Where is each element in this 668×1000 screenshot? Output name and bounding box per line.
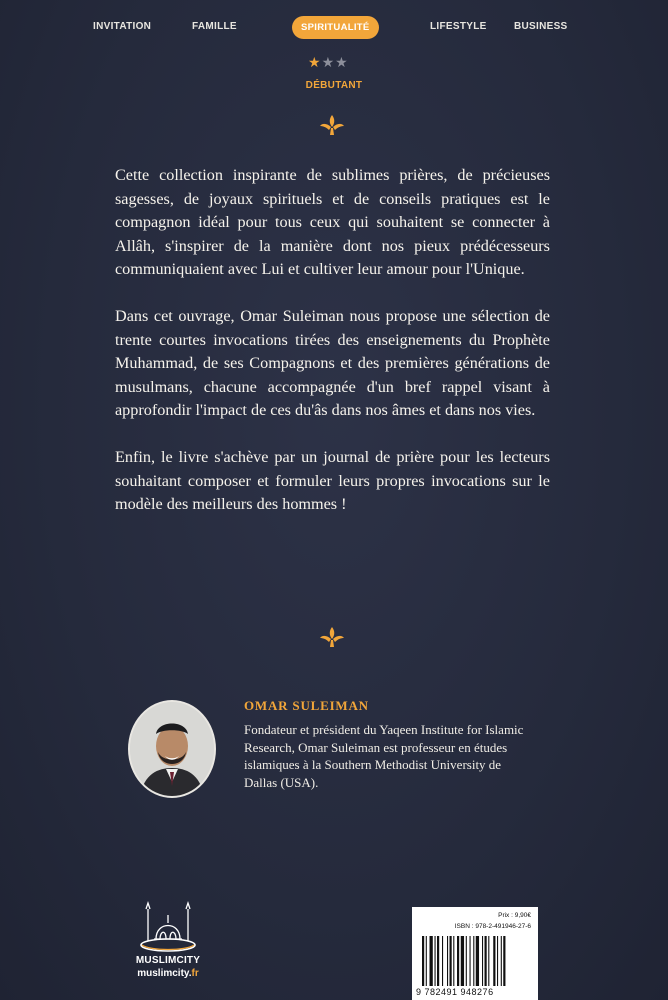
description-paragraph-1: Cette collection inspirante de sublimes prières, de précieuses sagesses, de joyaux spirituels et de conseils pratiques est le compagnon idéal pour tous ceux qui souhaitent se connecter à Allâh, s'inspirer de la manière dont nos pieux prédécesseurs communiquaient avec Lui et cultiver leur amour pour l'Unique. — [115, 166, 550, 279]
category-bar — [0, 14, 668, 42]
description — [115, 164, 550, 540]
ean-number: 9 782491 948276 — [416, 987, 494, 997]
level-label: DÉBUTANT — [305, 80, 363, 91]
author-name: OMAR SULEIMAN — [244, 698, 369, 713]
category-famille: FAMILLE — [192, 21, 237, 32]
star-empty-icon: ★ — [321, 55, 336, 71]
category-lifestyle: LIFESTYLE — [430, 21, 487, 32]
isbn: ISBN : 978-2-491946-27-6 — [454, 923, 531, 930]
category-invitation: INVITATION — [93, 21, 152, 32]
category-business: BUSINESS — [514, 21, 568, 32]
barcode-icon — [422, 936, 530, 986]
publisher-url: muslimcity.fr — [137, 968, 199, 979]
description-paragraph-2: Dans cet ouvrage, Omar Suleiman nous propose une sélection de trente courtes invocations tirées des enseignements du Prophète Muhammad, de ses Compagnons et des premières générations de musulmans, chacune accompagnée d'un bref rappel visant à approfondir l'impact de ces du'âs dans nos âmes et dans nos vies. — [115, 306, 550, 420]
mosque-icon — [136, 895, 200, 953]
author-avatar — [128, 700, 216, 798]
description-paragraph-3: Enfin, le livre s'achève par un journal de prière pour les lecteurs souhaitant composer et formuler leurs propres invocations sur le modèle des meilleurs des hommes ! — [115, 447, 550, 514]
fleur-de-lis-icon — [318, 114, 346, 136]
fleur-de-lis-icon — [318, 626, 346, 648]
level-rating — [308, 56, 362, 70]
price: Prix : 9,90€ — [498, 912, 531, 919]
publisher-logo — [118, 895, 218, 990]
star-filled-icon: ★ — [308, 55, 322, 71]
star-empty-icon: ★ — [335, 55, 349, 71]
publisher-name: MUSLIMCITY — [135, 955, 201, 966]
category-spiritualite-active: SPIRITUALITÉ — [292, 16, 379, 39]
barcode-label — [412, 907, 538, 1000]
author-bio: Fondateur et président du Yaqeen Institute for Islamic Research, Omar Suleiman est professeur en études islamiques à la Southern Methodist University de Dallas (USA). — [244, 722, 524, 790]
